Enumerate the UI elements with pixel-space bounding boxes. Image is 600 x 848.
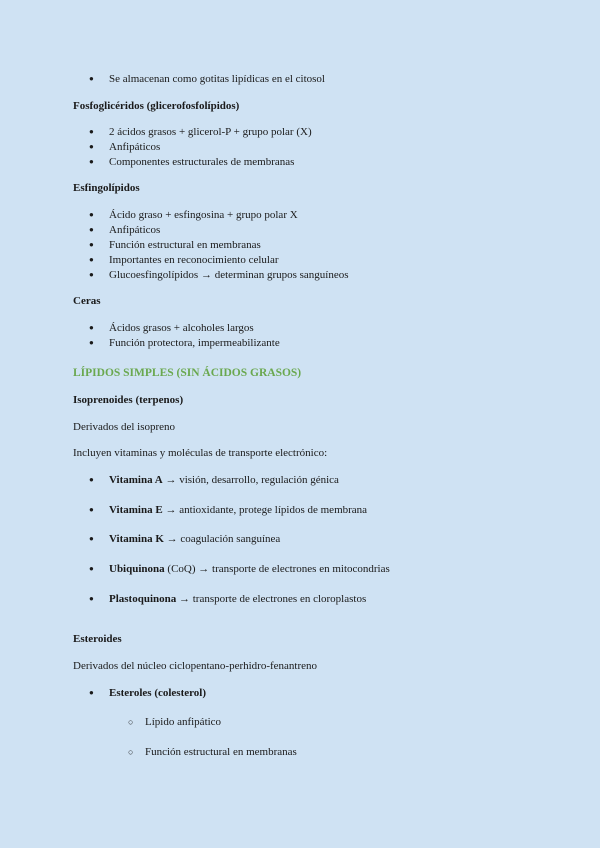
list-item: ● Importantes en reconocimiento celular [109,253,279,267]
list-item-vitamina-k [109,532,280,546]
item-desc: → coagulación sanguínea [163,533,281,545]
item-term: Vitamina A [109,474,163,486]
list-item: ● Se almacenan como gotitas lipídicas en el citosol [109,72,325,86]
item-term: Esteroles (colesterol) [109,687,207,699]
sub-list-item: ○ Lípido anfipático [145,715,221,729]
list-item: ● 2 ácidos grasos + glicerol-P + grupo polar (X) [109,125,312,139]
heading-esteroides: Esteroides [73,633,122,645]
paragraph: Derivados del isopreno [73,421,176,433]
list-item: ● Ácido graso + esfingosina + grupo polar X [109,208,298,222]
paragraph: Derivados del núcleo ciclopentano-perhidro-fenantreno [73,660,318,672]
item-term: Ubiquinona [109,563,165,575]
item-desc: → transporte de electrones en cloroplastos [176,593,367,605]
heading-fosfogliceridos: Fosfoglicéridos (glicerofosfolípidos) [73,100,240,112]
list-item: ● Componentes estructurales de membranas [109,155,294,169]
item-term: Plastoquinona [109,593,177,605]
item-term: Vitamina K [109,533,164,545]
item-desc: → antioxidante, protege lípidos de membrana [162,504,368,516]
list-item: ● Función protectora, impermeabilizante [109,336,280,350]
list-item-vitamina-a [109,473,339,487]
list-item-esteroles [109,686,206,700]
item-desc: (CoQ) → transporte de electrones en mitocondrias [164,563,390,575]
heading-esfingolipidos: Esfingolípidos [73,182,140,194]
section-title-lipidos-simples: LÍPIDOS SIMPLES (SIN ÁCIDOS GRASOS) [73,367,302,379]
heading-isoprenoides: Isoprenoides (terpenos) [73,394,184,406]
list-item: ● Anfipáticos [109,223,160,237]
paragraph: Incluyen vitaminas y moléculas de transporte electrónico: [73,447,328,459]
list-item-plastoquinona [109,592,366,606]
list-item: ● Anfipáticos [109,140,160,154]
item-desc: → visión, desarrollo, regulación génica [162,474,339,486]
list-item: ● Ácidos grasos + alcoholes largos [109,321,254,335]
sub-list-item: ○ Función estructural en membranas [145,745,297,759]
list-item-vitamina-e [109,503,367,517]
list-item-ubiquinona [109,562,390,576]
heading-ceras: Ceras [73,295,101,307]
item-term: Vitamina E [109,504,163,516]
list-item: ● Función estructural en membranas [109,238,261,252]
list-item: ● Glucoesfingolípidos → determinan grupos sanguíneos [109,268,349,282]
